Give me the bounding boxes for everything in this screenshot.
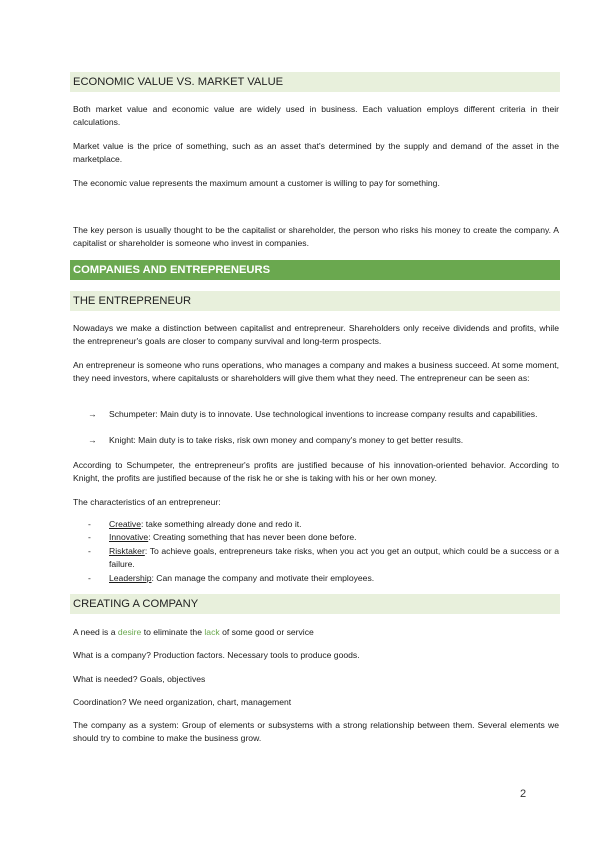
paragraph-characteristics: The characteristics of an entrepreneur: [73,497,221,507]
page-number: 2 [520,788,527,800]
list-item-text: Knight: Main duty is to take risks, risk own money and company's money to get better results. [109,435,464,445]
need-text: A need is a [73,627,118,637]
dash-bullet: - [88,573,91,583]
paragraph-key-person: The key person is usually thought to be the capitalist or shareholder, the person who risks his money to create the company. A capitalist or shareholder is someone who invest in companies. [73,225,559,248]
heading-creating-company: CREATING A COMPANY [70,594,560,614]
term-innovative: Innovative [109,532,149,542]
word-lack: lack [204,627,220,637]
paragraph-coordination: Coordination? We need organization, chart, management [73,697,292,707]
paragraph-profits: According to Schumpeter, the entrepreneur's profits are justified because of his innovation-oriented behavior. According to Knight, the profits are justified because of the risk he or she is taking with his or her own money. [73,460,559,483]
paragraph-distinction: Nowadays we make a distinction between capitalist and entrepreneur. Shareholders only receive dividends and profits, while the entrepreneur's goals are closer to company survival and long-term prospects. [73,323,559,346]
dash-bullet: - [88,546,91,556]
dash-bullet: - [88,532,91,542]
dash-bullet: - [88,519,91,529]
paragraph-company-system: The company as a system: Group of elements or subsystems with a strong relationship between them. Several elements we should try to combine to make the business grow. [73,720,559,743]
word-desire: desire [117,627,142,637]
term-description: : To achieve goals, entrepreneurs take risks, when you act you get an output, which could be a success or a failure. [109,546,559,569]
paragraph-what-is-needed: What is needed? Goals, objectives [73,674,206,684]
heading-companies-entrepreneurs: COMPANIES AND ENTREPRENEURS [70,260,560,280]
arrow-right-icon: → [88,409,97,419]
heading-economic-value: ECONOMIC VALUE VS. MARKET VALUE [70,72,560,92]
term-leadership: Leadership [109,573,152,583]
term-creative: Creative [109,519,141,529]
paragraph-need [73,626,559,639]
term-description: : Can manage the company and motivate their employees. [151,573,375,583]
paragraph-economic-value: The economic value represents the maximum amount a customer is willing to pay for something. [73,178,440,188]
paragraph-market-value: Market value is the price of something, such as an asset that's determined by the supply and demand of the asset in the marketplace. [73,141,559,164]
need-text: of some good or service [219,627,314,637]
term-risktaker: Risktaker [109,546,145,556]
paragraph-valuation: Both market value and economic value are widely used in business. Each valuation employs different criteria in their calculations. [73,104,559,127]
arrow-right-icon: → [88,435,97,445]
paragraph-what-is-company: What is a company? Production factors. Necessary tools to produce goods. [73,650,360,660]
need-text: to eliminate the [141,627,205,637]
list-item-text: Schumpeter: Main duty is to innovate. Use technological inventions to increase company results and capabilities. [109,409,538,419]
heading-the-entrepreneur: THE ENTREPRENEUR [70,291,560,311]
term-description: : take something already done and redo it. [141,519,302,529]
paragraph-entrepreneur-definition: An entrepreneur is someone who runs operations, who manages a company and makes a business succeed. At some moment, they need investors, where capitalusts or shareholders will give them what they need. The entrepreneur can be seen as: [73,360,559,383]
term-description: : Creating something that has never been done before. [148,532,357,542]
